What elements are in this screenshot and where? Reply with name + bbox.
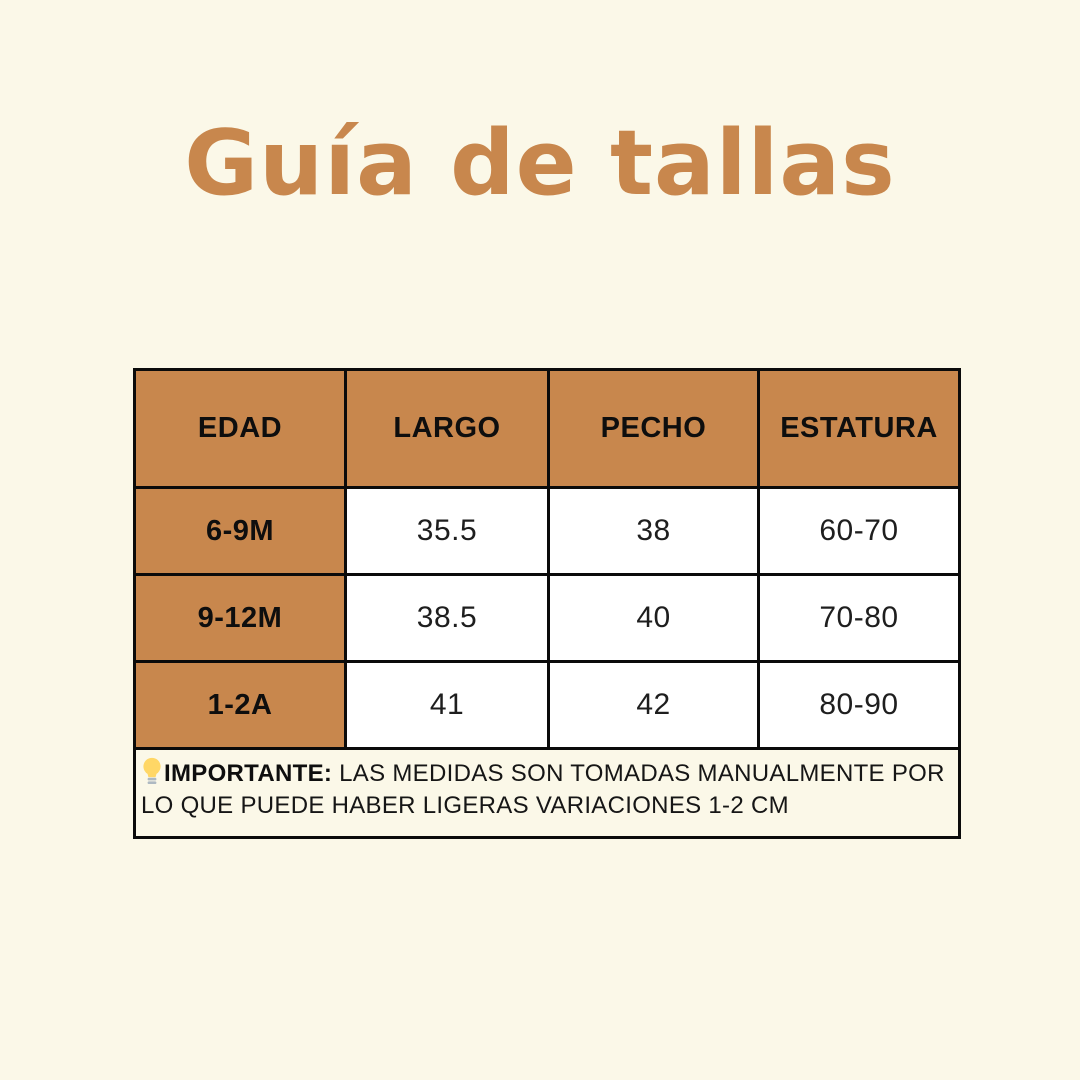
table-row-9-12m: [135, 575, 960, 662]
cell-largo: 41: [346, 662, 549, 749]
cell-largo: 38.5: [346, 575, 549, 662]
column-header-edad: EDAD: [135, 370, 346, 488]
table-header-row: [135, 370, 960, 488]
cell-pecho: 42: [549, 662, 759, 749]
row-label-edad: 9-12M: [135, 575, 346, 662]
note-text: LAS MEDIDAS SON TOMADAS MANUALMENTE POR LO QUE PUEDE HABER LIGERAS VARIACIONES 1-2 CM: [141, 760, 945, 819]
cell-pecho: 40: [549, 575, 759, 662]
column-header-largo: LARGO: [346, 370, 549, 488]
important-note: [135, 749, 960, 838]
page-title: Guía de tallas: [184, 111, 896, 216]
table-row-6-9m: [135, 488, 960, 575]
column-header-estatura: ESTATURA: [759, 370, 960, 488]
cell-estatura: 70-80: [759, 575, 960, 662]
cell-estatura: 60-70: [759, 488, 960, 575]
note-label: IMPORTANTE:: [164, 760, 333, 787]
cell-estatura: 80-90: [759, 662, 960, 749]
size-table: [133, 368, 961, 839]
table-row-1-2a: [135, 662, 960, 749]
cell-pecho: 38: [549, 488, 759, 575]
row-label-edad: 6-9M: [135, 488, 346, 575]
cell-largo: 35.5: [346, 488, 549, 575]
lightbulb-icon: [141, 757, 163, 785]
column-header-pecho: PECHO: [549, 370, 759, 488]
row-label-edad: 1-2A: [135, 662, 346, 749]
note-row: [135, 749, 960, 838]
